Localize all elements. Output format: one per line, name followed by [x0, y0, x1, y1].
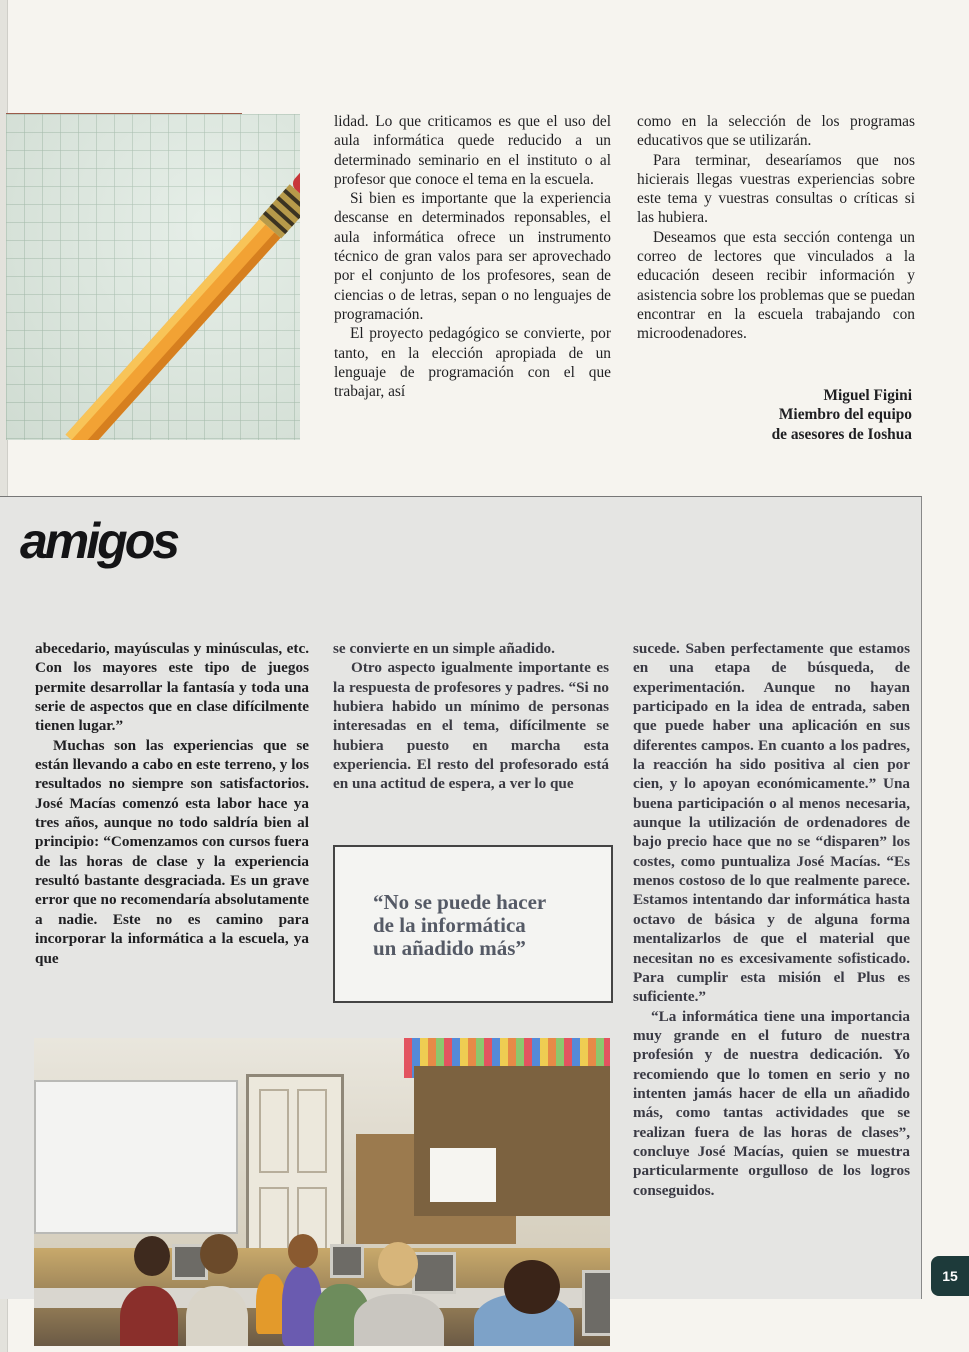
page-number: 15 — [931, 1256, 969, 1296]
paragraph: Deseamos que esta sección contenga un correo de lectores que vinculados a la educación deseen recibir información y asistencia sobre los problemas que se puedan encontrar en la escuela trabajando con microodenadores. — [637, 228, 915, 343]
paragraph: abecedario, mayúsculas y minúsculas, etc. Con los mayores este tipo de juegos permite desarrollar la fantasía y toda una serie de aspectos que en clase difícilmente tienen lugar.” — [35, 640, 309, 735]
paragraph: como en la selección de los programas educativos que se utilizarán. — [637, 113, 915, 150]
pull-quote-line: un añadido más” — [373, 936, 526, 960]
paragraph: Otro aspecto igualmente importante es la respuesta de profesores y padres. “Si no hubiera habido un mínimo de personas interesadas en el tema, difícilmente se hubiera puesto en marcha esta experiencia. El resto del profesorado está en una actitud de espera, a ver lo que — [333, 659, 609, 793]
pull-quote-line: “No se puede hacer — [373, 890, 547, 914]
section-title: amigos — [20, 513, 178, 569]
paragraph: se convierte en un simple añadido. — [333, 640, 555, 657]
classroom-photo — [34, 1038, 610, 1346]
pencil-photo — [6, 114, 300, 440]
paragraph: Si bien es importante que la experiencia descanse en determinados reponsables, el aula informática ofrece un instrumento técnico de gran valos para ser aprovechado por el conjunto de los profesores, sean de ciencias o de letras, sepan o no lenguajes de programación. — [334, 190, 611, 323]
author-signature — [640, 386, 912, 444]
article-column-5 — [633, 639, 910, 1200]
pull-quote — [333, 845, 613, 1003]
author-name: Miguel Figini — [823, 387, 912, 404]
paragraph: Muchas son las experiencias que se están llevando a cabo en este terreno, y los resultados no siempre son satisfactorios. José Macías comenzó esta labor hace ya tres años, aunque no todo saldría bien al principio: “Comenzamos con cursos fuera de las horas de clase y la experiencia resultó bastante desgraciada. Es un grave error que no recomendaría absolutamente a nadie. Este no es camino para incorporar la informática a la escuela, ya que — [35, 736, 309, 967]
article-column-2 — [637, 112, 915, 344]
paragraph: El proyecto pedagógico se convierte, por tanto, en la elección apropiada de un lenguaje de programación con el que trabajar, así — [334, 325, 611, 401]
author-role: de asesores de Ioshua — [771, 425, 912, 443]
paragraph: “La informática tiene una importancia muy grande en el futuro de nuestra profesión y de nuestra dedicación. Yo recomiendo que lo tomen en serio y no intenten jamás hacer de ella un añadido más, como tantas actividades que se realizan fuera de las horas de clases”, concluye José Macías, quien se muestra particularmente orgulloso de los logros conseguidos. — [633, 1007, 910, 1199]
article-column-4 — [333, 639, 609, 794]
pull-quote-line: de la informática — [373, 913, 526, 937]
paragraph: Para terminar, desearíamos que nos hicierais llegas vuestras experiencias sobre este tema y vuestras consultas o críticas si las hubiera. — [637, 151, 915, 227]
paragraph: lidad. Lo que criticamos es que el uso del aula informática quede reducido a un determinado seminario en el instituto o al profesor que conoce el tema en la escuela. — [334, 113, 611, 188]
article-column-3 — [35, 639, 309, 968]
article-column-1 — [334, 112, 611, 401]
author-role: Miembro del equipo — [778, 406, 912, 424]
paragraph: sucede. Saben perfectamente que estamos en una etapa de búsqueda, de experimentación. Aunque no hayan participado en la idea de entrada, saben que puede haber una aplicación en sus diferentes campos. En cuanto a los padres, la reacción ha sido positiva al cien por cien, y lo apoyan económicamente.” Una buena participación o al menos necesaria, aunque la utilización de ordenadores de bajo precio hace que no se “disparen” los costes, como puntualiza José Macías. “Es menos costoso de lo que realmente parece. Estamos intentando dar informática hasta octavo de básica y de alguna forma mentalizarlos de que el material que necesitan no es excesivamente sofisticado. Para cumplir esta misión el Plus es suficiente.” — [633, 640, 910, 1006]
